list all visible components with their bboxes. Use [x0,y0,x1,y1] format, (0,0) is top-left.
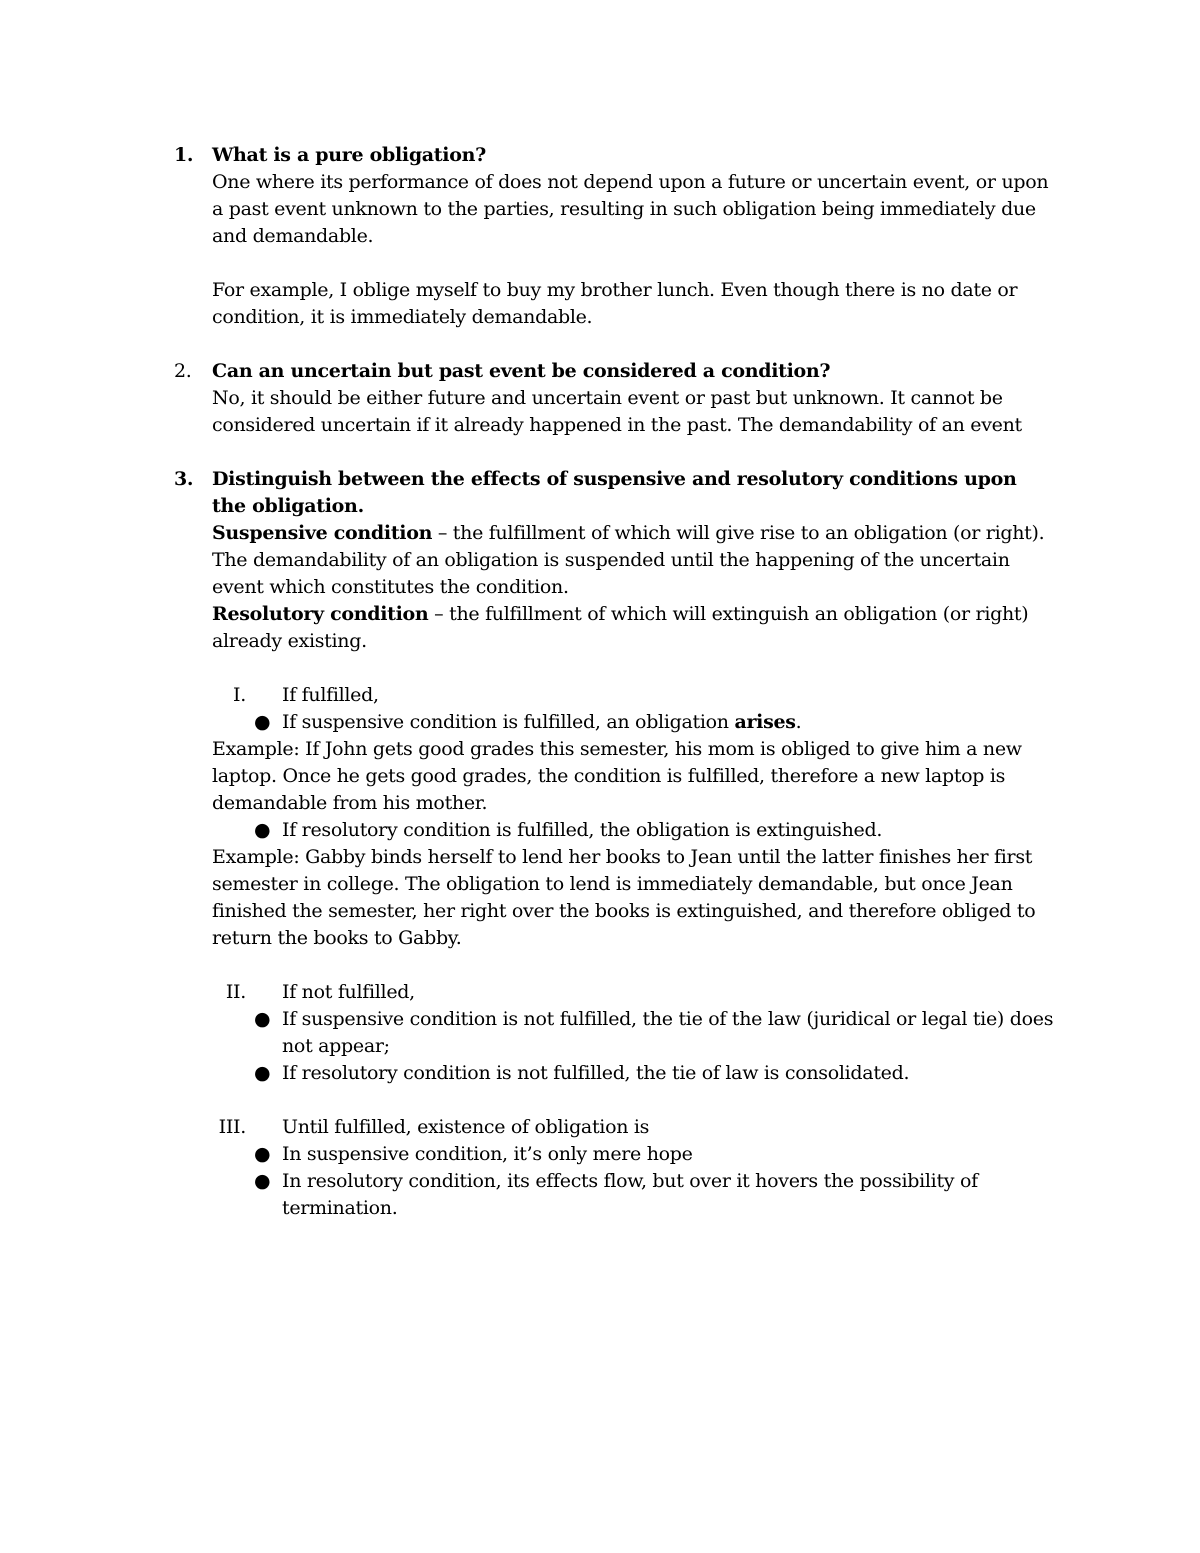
document-body [174,142,1054,1222]
definition-text: – the fulfillment of which will extinguish an obligation (or right) already existing. [212,603,1029,652]
list-item [174,817,1054,844]
section-heading-2 [174,979,1054,1006]
question-text: Can an uncertain but past event be considered a condition? [212,360,831,382]
answer-text: One where its performance of does not depend upon a future or uncertain event, or upon a past event unknown to the parties, resulting in such obligation being immediately due and demandable. [212,171,1049,247]
section-heading-text: If not fulfilled, [282,981,415,1003]
example-paragraph: Example: If John gets good grades this semester, his mom is obliged to give him a new laptop. Once he gets good grades, the condition is fulfilled, therefore a new laptop is demandable from his mother. [212,738,1022,814]
bullet-icon: ● [254,819,271,841]
question-2 [174,358,1054,439]
section-heading-text: Until fulfilled, existence of obligation is [282,1116,650,1138]
resolutory-definition [212,601,1054,655]
bullet-icon: ● [254,1170,271,1192]
question-number: 1. [174,144,194,166]
list-item-text: In resolutory condition, its effects flow, but over it hovers the possibility of termination. [282,1170,978,1219]
suspensive-definition [212,520,1054,601]
bullet-icon: ● [254,711,271,733]
section-heading-3 [174,1114,1054,1141]
example-text: For example, I oblige myself to buy my brother lunch. Even though there is no date or condition, it is immediately demandable. [212,279,1018,328]
emphasis-text: arises [734,711,796,733]
roman-numeral: III. [218,1116,246,1138]
section-heading-text: If fulfilled, [282,684,379,706]
list-item-text: If resolutory condition is not fulfilled, the tie of law is consolidated. [282,1062,910,1084]
list-item [174,1006,1054,1060]
question-number: 3. [174,468,194,490]
question-1 [174,142,1054,331]
term-label: Resolutory condition [212,603,429,625]
list-item [174,1141,1054,1168]
question-text: What is a pure obligation? [212,144,486,166]
answer-text: No, it should be either future and uncertain event or past but unknown. It cannot be considered uncertain if it already happened in the past. The demandability of an event [212,387,1022,436]
list-item: ● If suspensive condition is fulfilled, an obligation arises. [174,709,1054,736]
bullet-icon: ● [254,1143,271,1165]
definition-text: – the fulfillment of which will give rise to an obligation (or right). The demandability of an obligation is suspended until the happening of the uncertain event which constitutes the condition. [212,522,1045,598]
question-text: Distinguish between the effects of suspensive and resolutory conditions upon the obligation. [212,468,1017,517]
question-3 [174,466,1054,655]
section-heading-1 [174,682,1054,709]
list-item [174,1168,1054,1222]
question-number: 2. [174,360,192,382]
bullet-icon: ● [254,1008,271,1030]
roman-numeral: II. [225,981,246,1003]
bullet-icon: ● [254,1062,271,1084]
list-item-text: In suspensive condition, it’s only mere hope [282,1143,693,1165]
term-label: Suspensive condition [212,522,433,544]
list-item [174,1060,1054,1087]
roman-numeral: I. [233,684,246,706]
example-paragraph: Example: Gabby binds herself to lend her books to Jean until the latter finishes her first semester in college. The obligation to lend is immediately demandable, but once Jean finished the semester, her right over the books is extinguished, and therefore obliged to return the books to Gabby. [212,846,1036,949]
list-item-text: If resolutory condition is fulfilled, the obligation is extinguished. [282,819,883,841]
list-item-text: If suspensive condition is not fulfilled, the tie of the law (juridical or legal tie) does not appear; [282,1008,1054,1057]
